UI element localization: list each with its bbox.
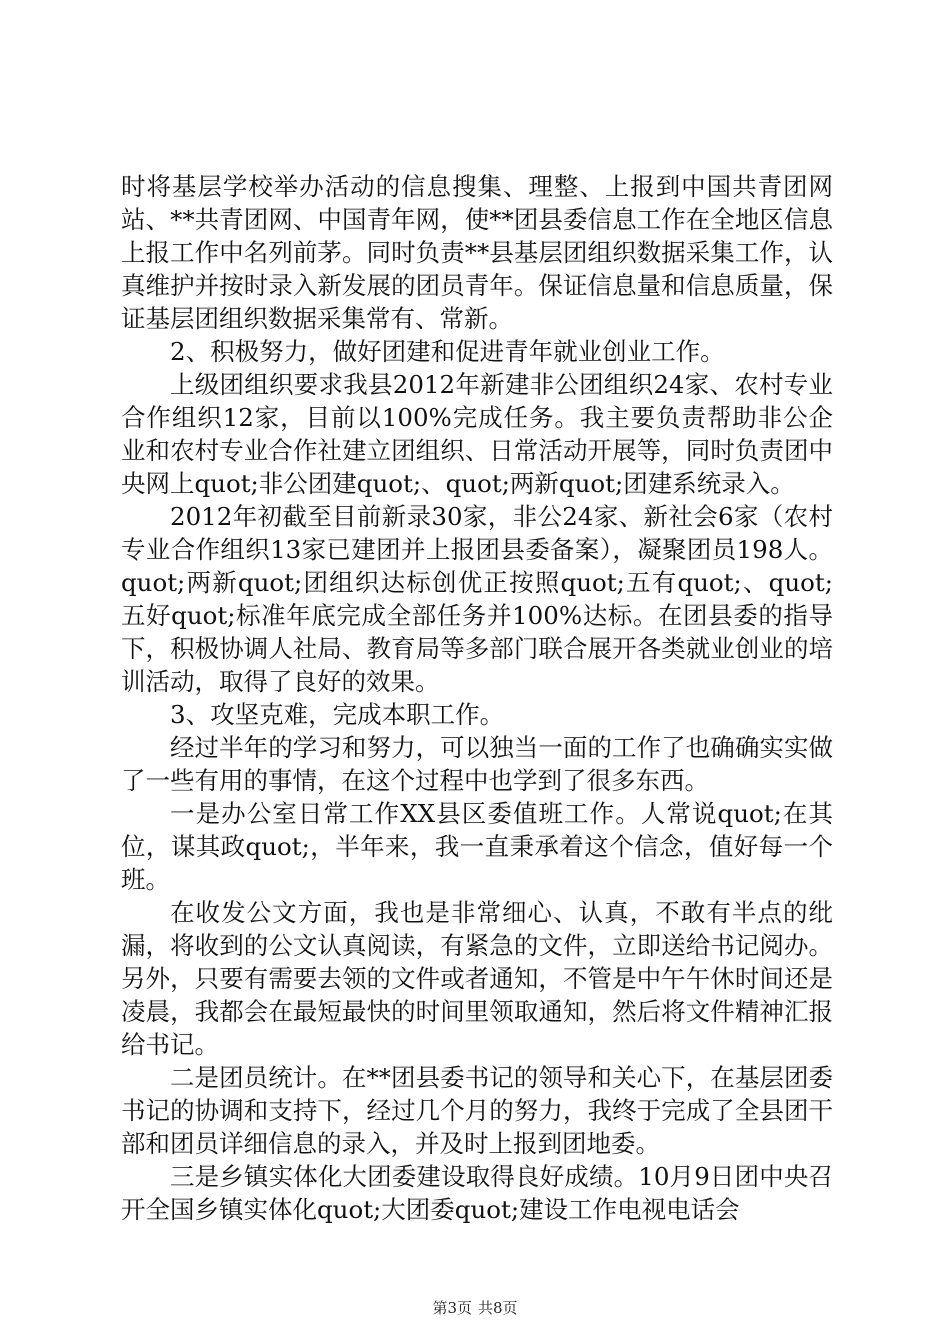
heading-duties: 3、攻坚克难，完成本职工作。: [170, 700, 505, 729]
heading-youth-employment: 2、积极努力，做好团建和促进青年就业创业工作。: [170, 337, 725, 366]
paragraph-office-duty: 一是办公室日常工作XX县区委值班工作。人常说quot;在其位，谋其政quot;，半年来，我一直秉承着这个信念，值好每一个班。: [121, 799, 833, 894]
paragraph-documents: 在收发公文方面，我也是非常细心、认真，不敢有半点的纰漏，将收到的公文认真阅读，有紧急的文件，立即送给书记阅办。另外，只要有需要去领的文件或者通知，不管是中午午休时间还是凌晨，我都会在最短最快的时间里领取通知，然后将文件精神汇报给书记。: [121, 898, 833, 1059]
page-footer: [0, 1297, 950, 1318]
paragraph-member-statistics: 二是团员统计。在**团县委书记的领导和关心下，在基层团委书记的协调和支持下，经过几个月的努力，我终于完成了全县团干部和团员详细信息的录入，并及时上报到团地委。: [121, 1063, 833, 1158]
paragraph-2012-progress: 2012年初截至目前新录30家，非公24家、新社会6家（农村专业合作组织13家已建团并上报团县委备案），凝聚团员198人。quot;两新quot;团组织达标创优正按照quot;五有quot;、quot;五好quot;标准年底完成全部任务并100%达标。在团县委的指导下，积极协调人社局、教育局等多部门联合展开各类就业创业的培训活动，取得了良好的效果。: [121, 502, 833, 696]
page-number: 第3页: [432, 1299, 472, 1317]
page-total: 共8页: [478, 1299, 518, 1317]
paragraph-new-organizations: 上级团组织要求我县2012年新建非公团组织24家、农村专业合作组织12家，目前以100%完成任务。我主要负责帮助非公企业和农村专业合作社建立团组织、日常活动开展等，同时负责团中央网上quot;非公团建quot;、quot;两新quot;团建系统录入。: [121, 370, 833, 498]
document-body: [121, 170, 833, 1226]
paragraph-township-committee: 三是乡镇实体化大团委建设取得良好成绩。10月9日团中央召开全国乡镇实体化quot;大团委quot;建设工作电视电话会: [121, 1162, 833, 1224]
paragraph-half-year: 经过半年的学习和努力，可以独当一面的工作了也确确实实做了一些有用的事情，在这个过程中也学到了很多东西。: [121, 733, 833, 795]
paragraph-info-work: 时将基层学校举办活动的信息搜集、理整、上报到中国共青团网站、**共青团网、中国青年网，使**团县委信息工作在全地区信息上报工作中名列前茅。同时负责**县基层团组织数据采集工作，认真维护并按时录入新发展的团员青年。保证信息量和信息质量，保证基层团组织数据采集常有、常新。: [121, 172, 833, 333]
